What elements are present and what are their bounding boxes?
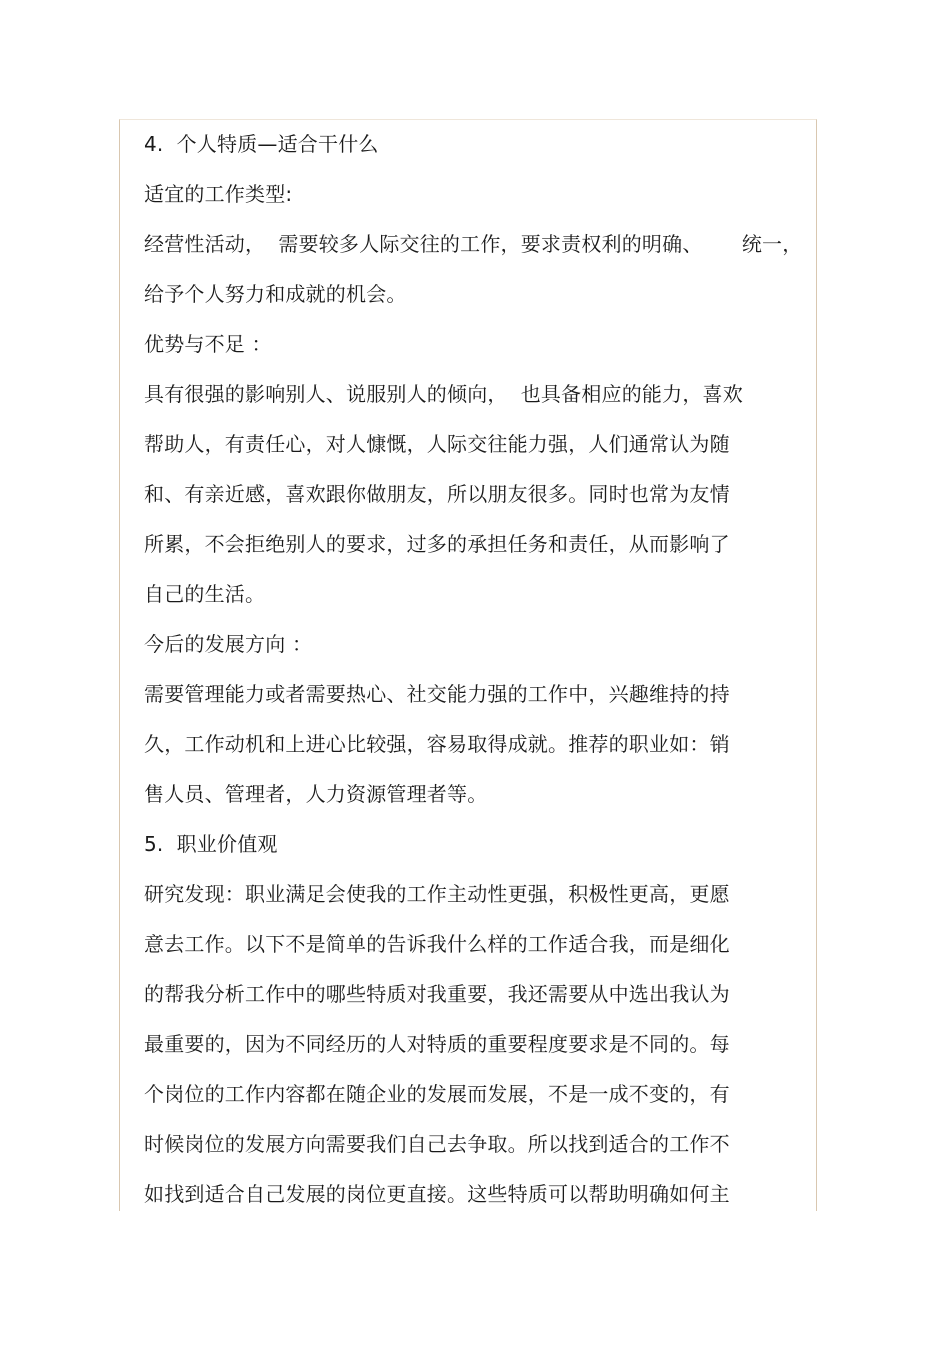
text-line: 适宜的工作类型: — [144, 182, 293, 206]
text-line: 和、有亲近感，喜欢跟你做朋友，所以朋友很多。同时也常为友情 — [144, 482, 730, 506]
section-heading: 4. 个人特质—适合干什么 — [144, 132, 379, 156]
text-line: 需要管理能力或者需要热心、社交能力强的工作中，兴趣维持的持 — [144, 682, 730, 706]
text-line: 帮助人，有责任心，对人慷慨，人际交往能力强，人们通常认为随 — [144, 432, 730, 456]
text-line: 今后的发展方向 ： — [144, 632, 313, 656]
section-heading: 5. 职业价值观 — [144, 832, 278, 856]
text-line: 自己的生活。 — [144, 582, 266, 606]
text-line: 如找到适合自己发展的岗位更直接。这些特质可以帮助明确如何主 — [144, 1182, 730, 1206]
text-line: 具有很强的影响别人、说服别人的倾向， 也具备相应的能力，喜欢 — [144, 382, 743, 406]
text-line: 研究发现：职业满足会使我的工作主动性更强，积极性更高，更愿 — [144, 882, 730, 906]
text-line: 的帮我分析工作中的哪些特质对我重要，我还需要从中选出我认为 — [144, 982, 730, 1006]
text-line: 售人员、管理者，人力资源管理者等。 — [144, 782, 488, 806]
text-line: 经营性活动， 需要较多人际交往的工作，要求责权利的明确、 统一， — [144, 232, 803, 256]
text-line: 最重要的，因为不同经历的人对特质的重要程度要求是不同的。每 — [144, 1032, 730, 1056]
text-line: 个岗位的工作内容都在随企业的发展而发展，不是一成不变的，有 — [144, 1082, 730, 1106]
text-line: 所累，不会拒绝别人的要求，过多的承担任务和责任，从而影响了 — [144, 532, 730, 556]
text-line: 给予个人努力和成就的机会。 — [144, 282, 407, 306]
text-line: 优势与不足 ： — [144, 332, 272, 356]
text-line: 久，工作动机和上进心比较强，容易取得成就。推荐的职业如：销 — [144, 732, 730, 756]
text-line: 意去工作。以下不是简单的告诉我什么样的工作适合我，而是细化 — [144, 932, 730, 956]
text-line: 时候岗位的发展方向需要我们自己去争取。所以找到适合的工作不 — [144, 1132, 730, 1156]
